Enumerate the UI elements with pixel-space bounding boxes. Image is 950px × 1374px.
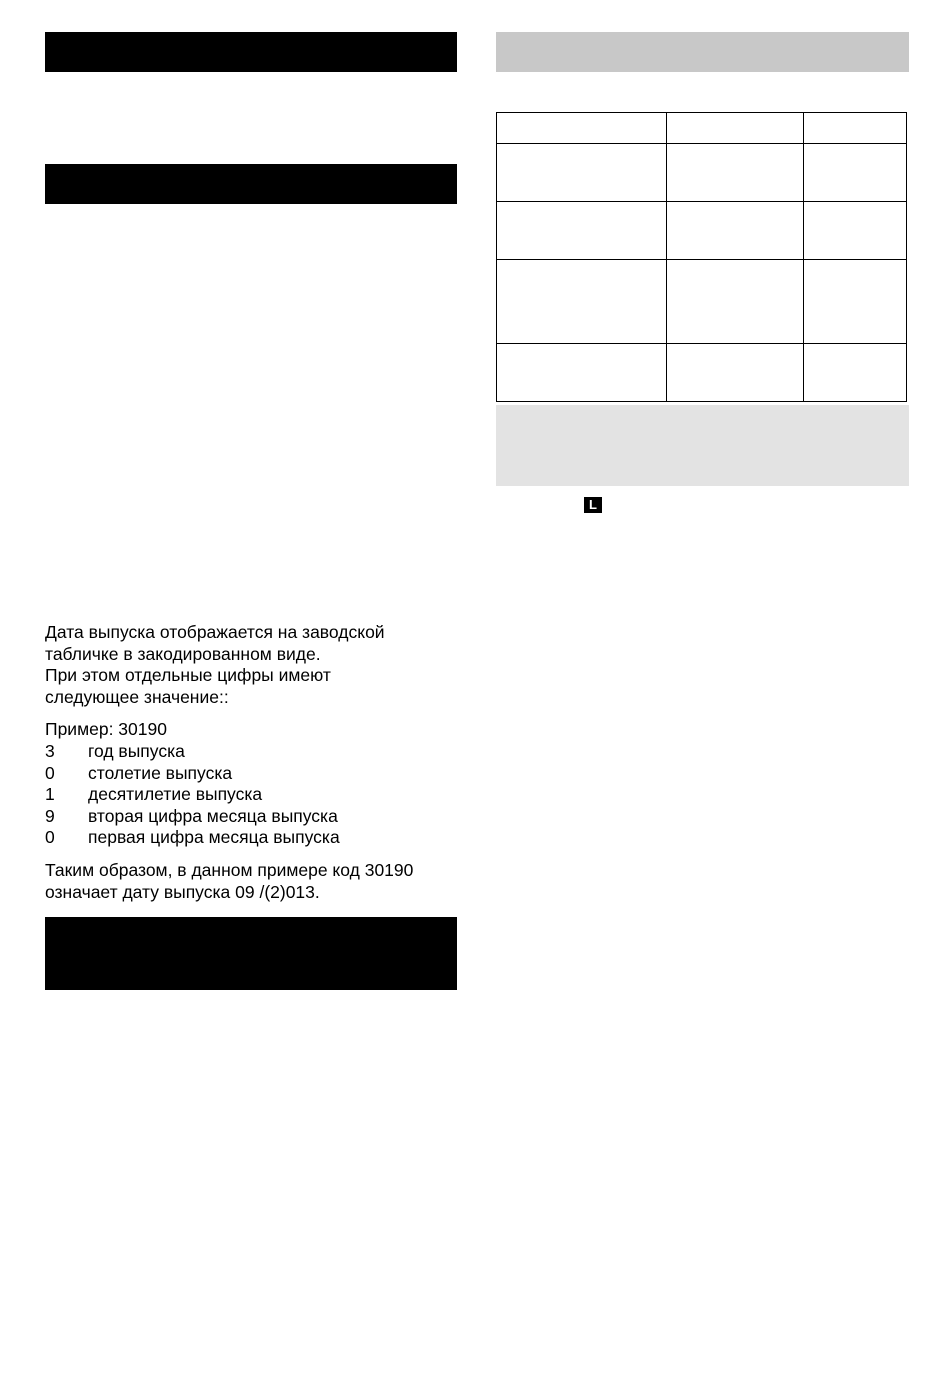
- note-box: [496, 405, 909, 486]
- section-header-bar: [45, 917, 457, 990]
- digit-meaning: столетие выпуска: [88, 762, 233, 783]
- digit-meaning: первая цифра месяца выпуска: [88, 827, 340, 848]
- section-header-bar-grey: [496, 32, 909, 72]
- digit-row: [45, 827, 460, 849]
- digit: 0: [45, 827, 55, 848]
- table-row: [497, 260, 907, 344]
- table-row: [497, 202, 907, 260]
- example-label: Пример: 30190: [45, 719, 167, 740]
- table-cell: [804, 260, 907, 344]
- manufacture-date-section: [45, 622, 460, 903]
- digit: 3: [45, 740, 55, 761]
- table-cell: [497, 113, 667, 144]
- table-cell: [804, 344, 907, 402]
- table-row: [497, 113, 907, 144]
- intro-line: табличке в закодированном виде.: [45, 643, 321, 664]
- intro-line: следующее значение::: [45, 686, 229, 707]
- digit-row: [45, 806, 460, 828]
- conclusion-line: означает дату выпуска 09 /(2)013.: [45, 881, 320, 902]
- digit: 1: [45, 784, 55, 805]
- table-cell: [804, 113, 907, 144]
- table-cell: [497, 202, 667, 260]
- table-row: [497, 144, 907, 202]
- digit-row: [45, 784, 460, 806]
- table-cell: [667, 260, 804, 344]
- table-cell: [804, 202, 907, 260]
- digit-row: [45, 763, 460, 785]
- intro-line: При этом отдельные цифры имеют: [45, 665, 331, 686]
- table-cell: [497, 260, 667, 344]
- digit-row: [45, 741, 460, 763]
- digit: 9: [45, 805, 55, 826]
- l-symbol-icon: L: [584, 497, 602, 513]
- digit-meaning: вторая цифра месяца выпуска: [88, 805, 338, 826]
- table-cell: [497, 344, 667, 402]
- table-cell: [804, 144, 907, 202]
- table-cell: [667, 344, 804, 402]
- digit-meaning: десятилетие выпуска: [88, 784, 263, 805]
- table-cell: [667, 144, 804, 202]
- conclusion-line: Таким образом, в данном примере код 30190: [45, 859, 414, 880]
- table-cell: [497, 144, 667, 202]
- digit-meaning: год выпуска: [88, 740, 185, 761]
- table-cell: [667, 113, 804, 144]
- section-header-bar: [45, 32, 457, 72]
- digit: 0: [45, 762, 55, 783]
- intro-line: Дата выпуска отображается на заводской: [45, 622, 385, 642]
- table-cell: [667, 202, 804, 260]
- table-row: [497, 344, 907, 402]
- spec-table: [496, 112, 907, 402]
- section-header-bar: [45, 164, 457, 204]
